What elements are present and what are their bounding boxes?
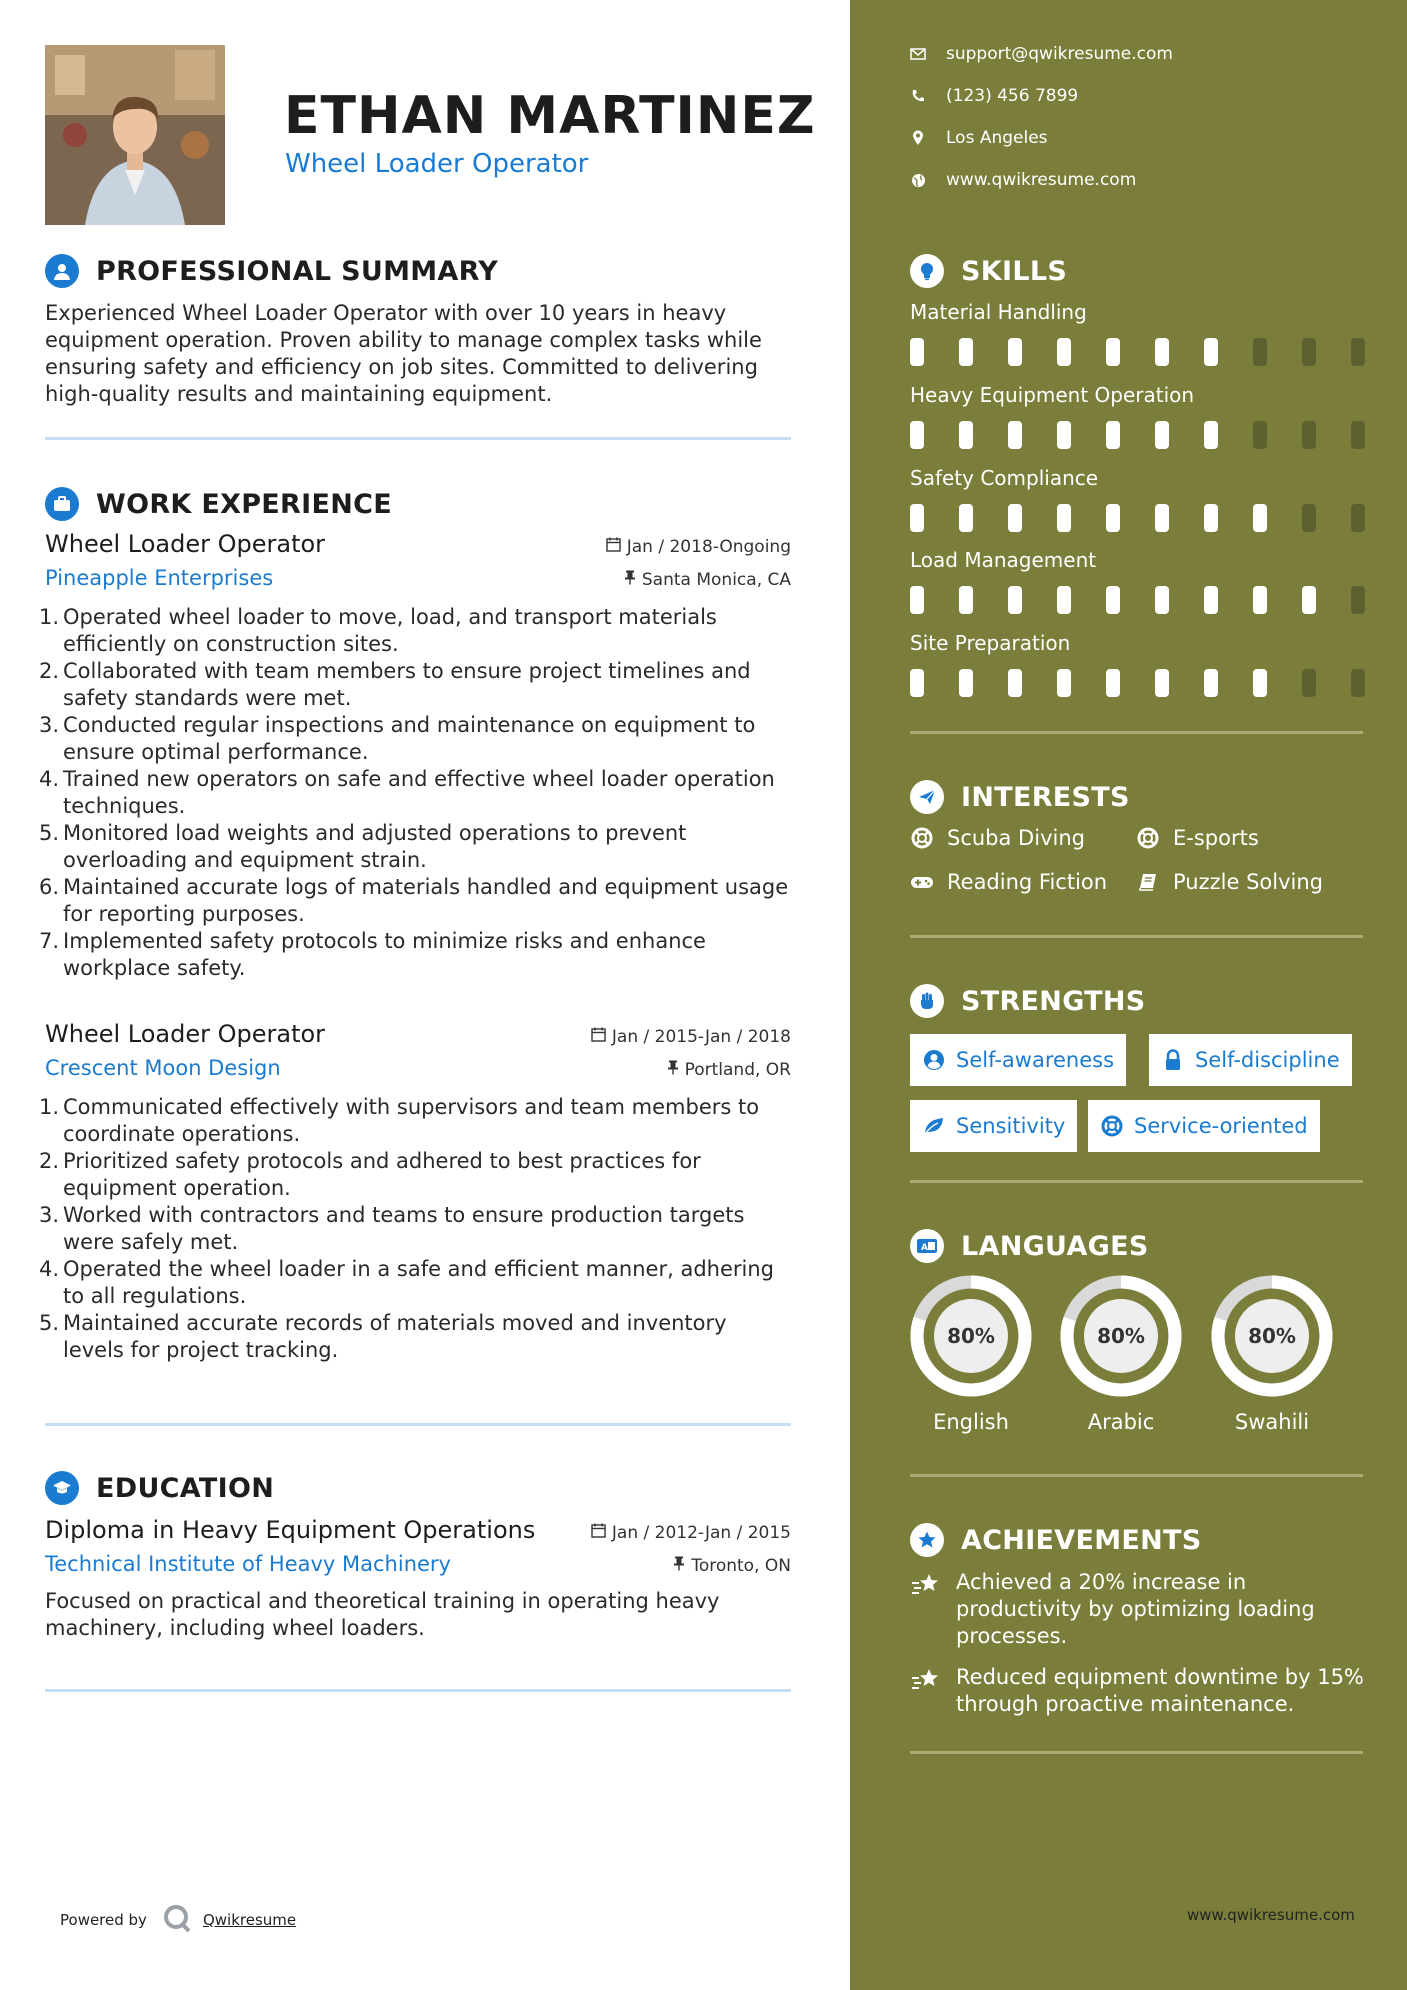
user-circle-icon bbox=[922, 1048, 946, 1072]
skill-level-bar bbox=[910, 669, 1365, 697]
contact-location bbox=[910, 128, 1048, 148]
job-title: Wheel Loader Operator bbox=[45, 1020, 326, 1048]
svg-text:A: A bbox=[921, 1243, 928, 1253]
skills-title: SKILLS bbox=[961, 255, 1068, 287]
gamepad-icon bbox=[910, 870, 934, 894]
duty-item: 2. Prioritized safety protocols and adhered to best practices for equipment operation. bbox=[39, 1149, 701, 1200]
divider bbox=[910, 1180, 1363, 1183]
strength-label: Sensitivity bbox=[956, 1114, 1066, 1138]
skill-dot-filled bbox=[1008, 586, 1022, 614]
language-item bbox=[1210, 1274, 1334, 1434]
paper-plane-icon bbox=[910, 780, 944, 814]
mail-icon bbox=[910, 46, 926, 62]
skill-dot-filled bbox=[1204, 586, 1218, 614]
skill-dot-empty bbox=[1302, 421, 1316, 449]
skill-dot-filled bbox=[1253, 586, 1267, 614]
job-company: Pineapple Enterprises bbox=[45, 566, 274, 590]
divider bbox=[910, 731, 1363, 734]
skill-dot-empty bbox=[1351, 421, 1365, 449]
powered-by-text: Powered by bbox=[60, 1911, 147, 1929]
education-heading bbox=[45, 1471, 274, 1505]
language-name: Swahili bbox=[1234, 1410, 1310, 1434]
skill-dot-filled bbox=[1106, 338, 1120, 366]
language-percent: 80% bbox=[1248, 1324, 1296, 1348]
duty-item: 5. Maintained accurate records of materials moved and inventory levels for project tracking. bbox=[39, 1311, 727, 1362]
skill-name: Material Handling bbox=[910, 300, 1087, 324]
candidate-name: ETHAN MARTINEZ bbox=[284, 86, 816, 146]
interests-title: INTERESTS bbox=[961, 781, 1130, 813]
briefcase-icon bbox=[45, 487, 79, 521]
interest-item bbox=[1136, 826, 1259, 850]
strength-badge bbox=[910, 1034, 1126, 1086]
skill-dot-filled bbox=[1057, 586, 1071, 614]
shooting-star-icon bbox=[910, 1666, 942, 1696]
education-entry bbox=[45, 1516, 791, 1642]
job-date bbox=[591, 1027, 791, 1047]
email-text: support@qwikresume.com bbox=[946, 44, 1173, 64]
job-title: Wheel Loader Operator bbox=[45, 530, 326, 558]
interest-label: Reading Fiction bbox=[947, 870, 1108, 894]
education-date-text: Jan / 2012-Jan / 2015 bbox=[611, 1523, 791, 1543]
strength-label: Self-discipline bbox=[1195, 1048, 1340, 1072]
skill-dot-filled bbox=[1155, 586, 1169, 614]
strength-badge bbox=[1149, 1034, 1352, 1086]
achievements-heading bbox=[910, 1523, 1202, 1557]
skill-dot-filled bbox=[1057, 421, 1071, 449]
lifebuoy-icon bbox=[910, 826, 934, 850]
interest-item bbox=[910, 826, 1085, 850]
job-entry bbox=[39, 530, 791, 982]
language-item bbox=[1059, 1274, 1183, 1434]
education-location bbox=[673, 1556, 791, 1576]
interest-label: Puzzle Solving bbox=[1173, 870, 1323, 894]
job-date-text: Jan / 2018-Ongoing bbox=[626, 537, 791, 557]
job-entry bbox=[39, 1020, 791, 1364]
duty-item: 3. Worked with contractors and teams to ensure production targets were safely met. bbox=[39, 1203, 745, 1254]
skill-dot-filled bbox=[1106, 586, 1120, 614]
book-icon bbox=[1136, 870, 1160, 894]
skill-dot-empty bbox=[1253, 338, 1267, 366]
job-company: Crescent Moon Design bbox=[45, 1056, 281, 1080]
pin-icon bbox=[667, 1060, 679, 1080]
interests-heading bbox=[910, 780, 1130, 814]
skills-heading bbox=[910, 254, 1067, 288]
skill-dot-empty bbox=[1302, 338, 1316, 366]
skill-level-bar bbox=[910, 338, 1365, 366]
contact-website[interactable] bbox=[910, 170, 1136, 190]
skill-dot-filled bbox=[1204, 421, 1218, 449]
skill-item bbox=[910, 548, 1365, 614]
skill-item bbox=[910, 383, 1365, 449]
language-ring bbox=[1059, 1274, 1183, 1398]
skill-dot-filled bbox=[1008, 669, 1022, 697]
lock-icon bbox=[1161, 1048, 1185, 1072]
skill-item bbox=[910, 300, 1365, 366]
strength-label: Self-awareness bbox=[956, 1048, 1115, 1072]
skill-dot-filled bbox=[1008, 338, 1022, 366]
skill-dot-filled bbox=[1204, 669, 1218, 697]
skill-dot-filled bbox=[1155, 669, 1169, 697]
job-duties bbox=[39, 604, 791, 982]
duty-item: 7. Implemented safety protocols to minimize risks and enhance workplace safety. bbox=[39, 929, 706, 980]
job-duties bbox=[39, 1094, 791, 1364]
candidate-title: Wheel Loader Operator bbox=[285, 149, 589, 179]
divider bbox=[45, 437, 791, 440]
language-ring bbox=[1210, 1274, 1334, 1398]
skill-dot-filled bbox=[1155, 504, 1169, 532]
job-location bbox=[624, 570, 791, 590]
skill-dot-filled bbox=[959, 504, 973, 532]
interest-item bbox=[910, 870, 1107, 894]
achievement-item bbox=[910, 1569, 1370, 1650]
skill-dot-filled bbox=[1057, 504, 1071, 532]
skill-dot-filled bbox=[1155, 421, 1169, 449]
education-location-text: Toronto, ON bbox=[691, 1556, 791, 1576]
skill-dot-filled bbox=[910, 338, 924, 366]
graduation-icon bbox=[45, 1471, 79, 1505]
divider bbox=[910, 1474, 1363, 1477]
skill-dot-filled bbox=[1008, 504, 1022, 532]
duty-item: 1. Operated wheel loader to move, load, and transport materials efficiently on construction sites. bbox=[39, 605, 717, 656]
education-description: Focused on practical and theoretical training in operating heavy machinery, including wheel loaders. bbox=[45, 1589, 720, 1640]
interest-item bbox=[1136, 870, 1323, 894]
duty-item: 5. Monitored load weights and adjusted operations to prevent overloading and equipment strain. bbox=[39, 821, 687, 872]
skill-dot-filled bbox=[1106, 421, 1120, 449]
job-location-text: Portland, OR bbox=[684, 1060, 791, 1080]
skill-dot-filled bbox=[1302, 586, 1316, 614]
skill-dot-filled bbox=[1253, 504, 1267, 532]
education-title: EDUCATION bbox=[96, 1472, 275, 1504]
skill-item bbox=[910, 466, 1365, 532]
skill-dot-filled bbox=[1204, 504, 1218, 532]
duty-item: 4. Trained new operators on safe and effective wheel loader operation techniques. bbox=[39, 767, 775, 818]
summary-text: Experienced Wheel Loader Operator with over 10 years in heavy equipment operation. Proven ability to manage complex tasks while ensuring safety and efficiency on job sites. Committed to delivering high-quality results and maintaining equipment. bbox=[45, 301, 762, 406]
interest-label: E-sports bbox=[1173, 826, 1259, 850]
shooting-star-icon bbox=[910, 1571, 942, 1601]
translate-icon bbox=[910, 1229, 944, 1263]
summary-title: PROFESSIONAL SUMMARY bbox=[96, 255, 499, 287]
skill-dot-filled bbox=[1106, 504, 1120, 532]
education-date bbox=[591, 1523, 791, 1543]
job-date-text: Jan / 2015-Jan / 2018 bbox=[611, 1027, 791, 1047]
website-text: www.qwikresume.com bbox=[946, 170, 1137, 190]
skill-level-bar bbox=[910, 586, 1365, 614]
skill-dot-filled bbox=[910, 669, 924, 697]
skill-dot-empty bbox=[1351, 338, 1365, 366]
language-percent: 80% bbox=[947, 1324, 995, 1348]
skill-item bbox=[910, 631, 1365, 697]
globe-icon bbox=[910, 172, 926, 188]
skill-dot-filled bbox=[1008, 421, 1022, 449]
achievement-text: Reduced equipment downtime by 15% through proactive maintenance. bbox=[956, 1665, 1364, 1716]
skill-dot-empty bbox=[1351, 504, 1365, 532]
duty-item: 1. Communicated effectively with supervisors and team members to coordinate operations. bbox=[39, 1095, 760, 1146]
contact-phone[interactable] bbox=[910, 86, 1078, 106]
skill-name: Heavy Equipment Operation bbox=[910, 383, 1195, 407]
skill-dot-filled bbox=[1204, 338, 1218, 366]
lifebuoy-icon bbox=[1100, 1114, 1124, 1138]
skill-dot-filled bbox=[910, 421, 924, 449]
skill-dot-filled bbox=[959, 586, 973, 614]
language-percent: 80% bbox=[1097, 1324, 1145, 1348]
pin-icon bbox=[673, 1556, 685, 1576]
job-location bbox=[667, 1060, 791, 1080]
languages-title: LANGUAGES bbox=[961, 1230, 1149, 1262]
language-ring bbox=[909, 1274, 1033, 1398]
calendar-icon bbox=[591, 1027, 606, 1047]
duty-item: 2. Collaborated with team members to ensure project timelines and safety standards were met. bbox=[39, 659, 751, 710]
job-date bbox=[606, 537, 791, 557]
languages-heading bbox=[910, 1229, 1149, 1263]
skill-dot-filled bbox=[1155, 338, 1169, 366]
achievement-item bbox=[910, 1664, 1370, 1718]
skill-dot-filled bbox=[959, 338, 973, 366]
experience-heading bbox=[45, 487, 392, 521]
footer-website[interactable]: www.qwikresume.com bbox=[1187, 1906, 1355, 1924]
skill-dot-empty bbox=[1302, 669, 1316, 697]
profile-photo bbox=[45, 45, 225, 225]
skill-name: Load Management bbox=[910, 548, 1097, 572]
achievement-text: Achieved a 20% increase in productivity by optimizing loading processes. bbox=[956, 1570, 1315, 1648]
language-item bbox=[909, 1274, 1033, 1434]
summary-heading bbox=[45, 254, 498, 288]
map-marker-icon bbox=[910, 130, 926, 146]
skill-name: Site Preparation bbox=[910, 631, 1071, 655]
skill-dot-filled bbox=[959, 669, 973, 697]
divider bbox=[910, 1751, 1363, 1754]
qwikresume-logo-icon bbox=[161, 1902, 193, 1938]
language-name: Arabic bbox=[1087, 1410, 1155, 1434]
qwikresume-link[interactable]: Qwikresume bbox=[202, 1911, 297, 1929]
skill-dot-empty bbox=[1302, 504, 1316, 532]
powered-by bbox=[60, 1902, 296, 1938]
divider bbox=[910, 935, 1363, 938]
interest-label: Scuba Diving bbox=[947, 826, 1085, 850]
strength-badge bbox=[910, 1100, 1077, 1152]
duty-item: 3. Conducted regular inspections and maintenance on equipment to ensure optimal performance. bbox=[39, 713, 756, 764]
hand-icon bbox=[910, 984, 944, 1018]
skill-dot-filled bbox=[910, 504, 924, 532]
skill-dot-empty bbox=[1253, 421, 1267, 449]
skill-dot-filled bbox=[1253, 669, 1267, 697]
star-badge-icon bbox=[910, 1523, 944, 1557]
degree-title: Diploma in Heavy Equipment Operations bbox=[45, 1516, 536, 1544]
skill-dot-filled bbox=[1106, 669, 1120, 697]
calendar-icon bbox=[591, 1523, 606, 1543]
skill-dot-empty bbox=[1351, 669, 1365, 697]
job-location-text: Santa Monica, CA bbox=[641, 570, 791, 590]
user-icon bbox=[45, 254, 79, 288]
phone-icon bbox=[910, 88, 926, 104]
duty-item: 4. Operated the wheel loader in a safe and efficient manner, adhering to all regulations. bbox=[39, 1257, 774, 1308]
leaf-icon bbox=[922, 1114, 946, 1138]
divider bbox=[45, 1689, 791, 1692]
divider bbox=[45, 1423, 791, 1426]
location-text: Los Angeles bbox=[946, 128, 1048, 148]
lightbulb-icon bbox=[910, 254, 944, 288]
strengths-title: STRENGTHS bbox=[961, 985, 1146, 1017]
pin-icon bbox=[624, 570, 636, 590]
skill-dot-filled bbox=[910, 586, 924, 614]
strengths-heading bbox=[910, 984, 1146, 1018]
skill-dot-empty bbox=[1351, 586, 1365, 614]
phone-text: (123) 456 7899 bbox=[946, 86, 1079, 106]
skill-dot-filled bbox=[959, 421, 973, 449]
skill-level-bar bbox=[910, 421, 1365, 449]
achievements-title: ACHIEVEMENTS bbox=[961, 1524, 1202, 1556]
strength-badge bbox=[1088, 1100, 1320, 1152]
strength-label: Service-oriented bbox=[1134, 1114, 1308, 1138]
calendar-icon bbox=[606, 537, 621, 557]
school-name: Technical Institute of Heavy Machinery bbox=[45, 1552, 451, 1576]
lifebuoy-icon bbox=[1136, 826, 1160, 850]
duty-item: 6. Maintained accurate logs of materials handled and equipment usage for reporting purposes. bbox=[39, 875, 789, 926]
skill-level-bar bbox=[910, 504, 1365, 532]
language-name: English bbox=[933, 1410, 1009, 1434]
skill-dot-filled bbox=[1057, 669, 1071, 697]
experience-title: WORK EXPERIENCE bbox=[96, 488, 392, 520]
skill-name: Safety Compliance bbox=[910, 466, 1099, 490]
contact-email[interactable] bbox=[910, 44, 1173, 64]
skill-dot-filled bbox=[1057, 338, 1071, 366]
